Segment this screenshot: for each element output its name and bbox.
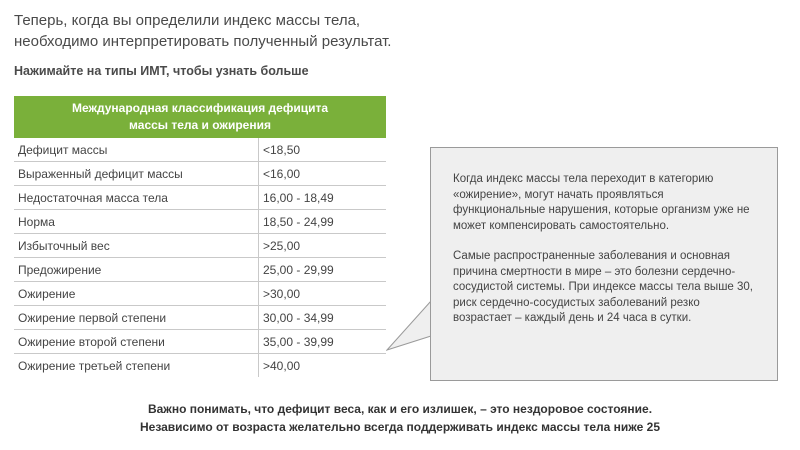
- info-callout: [430, 147, 778, 381]
- table-header-line-1: Международная классификация дефицита: [71, 101, 329, 115]
- row-range: >30,00: [259, 282, 387, 306]
- footer-line-2: Независимо от возраста желательно всегда поддерживать индекс массы тела ниже 25: [139, 420, 660, 434]
- row-range: <18,50: [259, 138, 387, 162]
- footer-note: [0, 400, 800, 436]
- bmi-row-underweight[interactable]: [14, 138, 386, 162]
- heading-line-2: необходимо интерпретировать полученный результат.: [14, 33, 392, 50]
- row-range: >40,00: [259, 354, 387, 378]
- row-category: Недостаточная масса тела: [14, 186, 259, 210]
- callout-paragraph-2: Самые распространенные заболевания и основная причина смертности в мире – это болезни сердечно-сосудистой системы. При индексе массы тела выше 30, риск сердечно-сосудистых заболеваний резко возрастает – каждый день и 24 часа в сутки.: [453, 250, 754, 324]
- row-category: Выраженный дефицит массы: [14, 162, 259, 186]
- table-header-line-2: массы тела и ожирения: [129, 118, 271, 132]
- row-range: 16,00 - 18,49: [259, 186, 387, 210]
- bmi-row-obesity[interactable]: [14, 282, 386, 306]
- bmi-row-obesity-class-3[interactable]: [14, 354, 386, 378]
- bmi-row-obesity-class-2[interactable]: [14, 330, 386, 354]
- bmi-row-overweight[interactable]: [14, 234, 386, 258]
- row-category: Предожирение: [14, 258, 259, 282]
- row-range: <16,00: [259, 162, 387, 186]
- row-category: Ожирение первой степени: [14, 306, 259, 330]
- row-category: Норма: [14, 210, 259, 234]
- bmi-row-pre-obesity[interactable]: [14, 258, 386, 282]
- row-range: 30,00 - 34,99: [259, 306, 387, 330]
- row-category: Дефицит массы: [14, 138, 259, 162]
- bmi-row-insufficient-weight[interactable]: [14, 186, 386, 210]
- bmi-row-normal[interactable]: [14, 210, 386, 234]
- heading-line-1: Теперь, когда вы определили индекс массы тела,: [14, 12, 361, 29]
- row-category: Ожирение третьей степени: [18, 358, 171, 373]
- row-category: Ожирение: [14, 282, 259, 306]
- footer-line-1: Важно понимать, что дефицит веса, как и его излишек, – это нездоровое состояние.: [147, 402, 653, 416]
- table-header: [14, 96, 386, 138]
- page-heading: [14, 10, 534, 52]
- row-range: 18,50 - 24,99: [259, 210, 387, 234]
- bmi-row-obesity-class-1[interactable]: [14, 306, 386, 330]
- bmi-row-severe-underweight[interactable]: [14, 162, 386, 186]
- bmi-classification-table: [14, 96, 386, 377]
- row-range: 35,00 - 39,99: [259, 330, 387, 354]
- callout-pointer: [386, 300, 432, 362]
- row-category: Ожирение второй степени: [14, 330, 259, 354]
- row-category: Избыточный вес: [14, 234, 259, 258]
- row-range: 25,00 - 29,99: [259, 258, 387, 282]
- instruction-hint: Нажимайте на типы ИМТ, чтобы узнать больше: [14, 64, 309, 78]
- callout-paragraph-1: Когда индекс массы тела переходит в категорию «ожирение», могут начать проявляться функциональные нарушения, которые организм уже не может компенсировать самостоятельно.: [453, 173, 750, 232]
- row-range: >25,00: [259, 234, 387, 258]
